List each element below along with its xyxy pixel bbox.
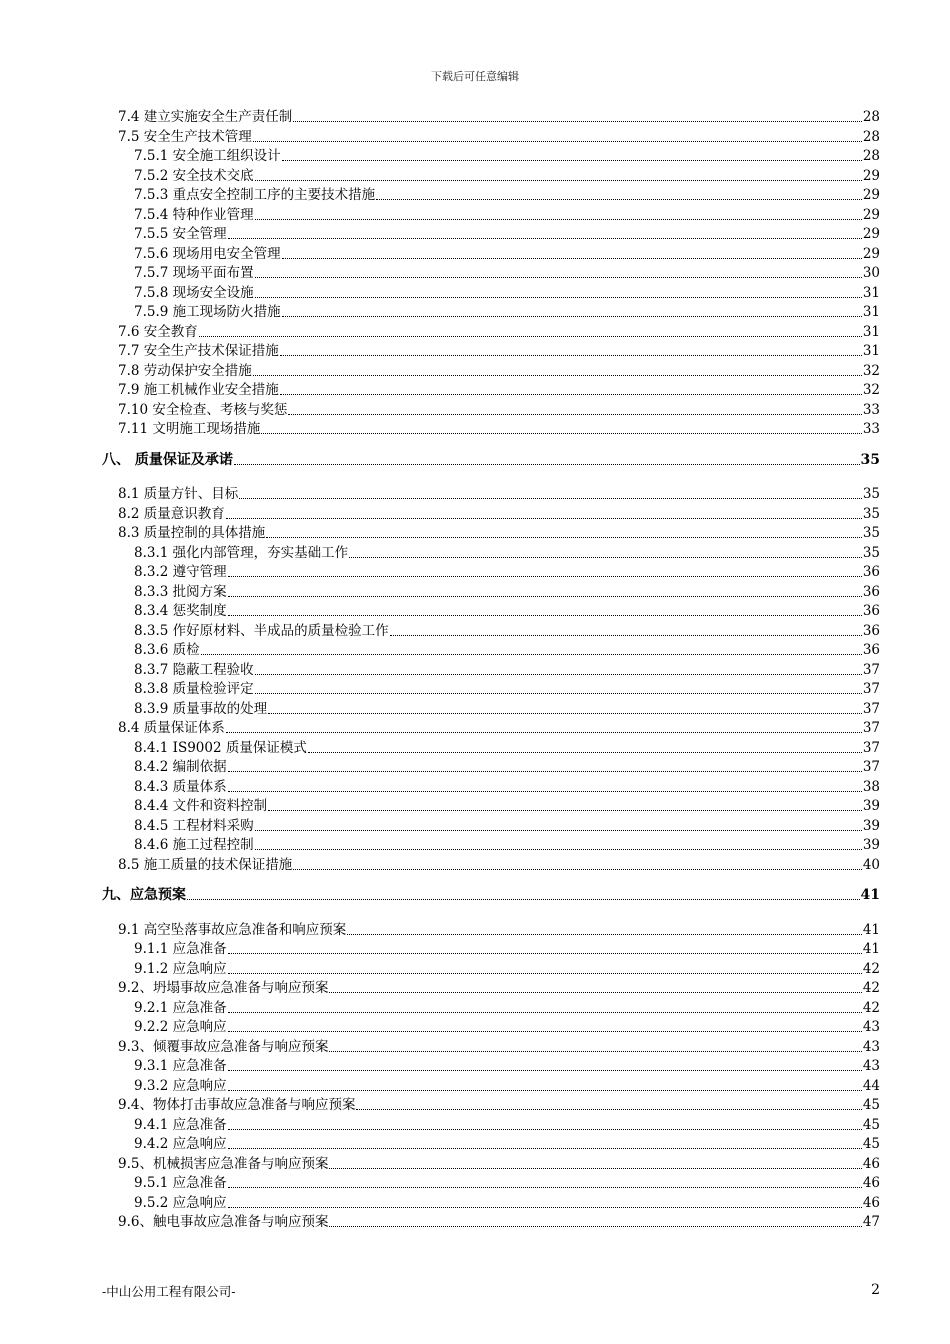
toc-entry-page: 37 — [862, 681, 880, 697]
toc-entry-page: 37 — [862, 700, 880, 717]
toc-entry[interactable] — [118, 1155, 880, 1174]
toc-entry-page: 45 — [862, 1136, 880, 1152]
toc-chapter-entry[interactable] — [102, 451, 880, 470]
toc-entry-page: 45 — [862, 1097, 880, 1113]
toc-entry-label: 9.1.2 应急响应 — [134, 960, 227, 977]
toc-entry-label: 7.5.4 特种作业管理 — [134, 206, 254, 223]
toc-entry[interactable] — [118, 1096, 880, 1115]
toc-leader-dots — [228, 1077, 862, 1091]
toc-entry-label: 9.6、触电事故应急准备与响应预案 — [118, 1214, 329, 1230]
toc-leader-dots — [255, 661, 862, 675]
toc-leader-dots — [293, 108, 862, 122]
toc-leader-dots — [253, 362, 862, 376]
toc-entry[interactable] — [134, 147, 880, 166]
toc-entry-label: 7.5.5 安全管理 — [134, 226, 227, 242]
toc-entry-label: 7.7 安全生产技术保证措施 — [118, 343, 279, 359]
toc-entry-page: 35 — [862, 544, 880, 561]
toc-leader-dots — [228, 999, 862, 1013]
toc-entry-label: 7.5.1 安全施工组织设计 — [134, 148, 281, 164]
toc-entry-page: 46 — [862, 1175, 880, 1191]
toc-entry[interactable] — [134, 758, 880, 777]
toc-entry[interactable] — [118, 401, 880, 420]
toc-leader-dots — [329, 979, 861, 993]
toc-leader-dots — [226, 719, 862, 733]
toc-leader-dots — [255, 680, 862, 694]
toc-entry[interactable] — [134, 960, 880, 979]
toc-entry-label: 9.2.1 应急准备 — [134, 999, 227, 1016]
toc-entry-page: 29 — [862, 226, 880, 242]
toc-entry-page: 33 — [862, 401, 880, 418]
toc-entry[interactable] — [134, 1174, 880, 1193]
toc-entry-page: 37 — [862, 759, 880, 775]
toc-entry-page: 36 — [862, 622, 880, 639]
toc-leader-dots — [228, 1194, 862, 1208]
toc-leader-dots — [228, 1135, 862, 1149]
toc-entry[interactable] — [118, 108, 880, 127]
toc-leader-dots — [255, 284, 862, 298]
toc-entry-label: 9.2.2 应急响应 — [134, 1019, 227, 1035]
toc-entry-label: 9.4.1 应急准备 — [134, 1116, 227, 1133]
toc-entry-page: 31 — [862, 343, 880, 359]
toc-entry-label: 7.5.3 重点安全控制工序的主要技术措施 — [134, 187, 376, 203]
toc-entry[interactable] — [118, 420, 880, 439]
toc-entry-label: 8.3.9 质量事故的处理 — [134, 700, 268, 717]
toc-leader-dots — [255, 264, 862, 278]
toc-entry-page: 38 — [862, 778, 880, 795]
toc-entry[interactable] — [134, 206, 880, 225]
toc-leader-dots — [329, 1038, 861, 1052]
toc-entry[interactable] — [118, 856, 880, 875]
toc-entry-label: 8.4.6 施工过程控制 — [134, 837, 254, 853]
footer-page-number: 2 — [871, 1282, 880, 1298]
toc-leader-dots — [228, 563, 862, 577]
toc-entry-label: 9.4.2 应急响应 — [134, 1136, 227, 1152]
toc-entry-label: 7.8 劳动保护安全措施 — [118, 362, 252, 379]
toc-entry-page: 45 — [862, 1116, 880, 1133]
toc-entry-page: 37 — [862, 720, 880, 736]
toc-leader-dots — [261, 420, 861, 434]
toc-leader-dots — [280, 381, 862, 395]
toc-entry-label: 9.1.1 应急准备 — [134, 941, 227, 957]
toc-entry-label: 8.4 质量保证体系 — [118, 720, 225, 736]
toc-entry[interactable] — [134, 940, 880, 959]
toc-leader-dots — [268, 700, 862, 714]
toc-entry-page: 42 — [862, 960, 880, 977]
toc-leader-dots — [199, 323, 862, 337]
toc-entry-label: 8.1 质量方针、目标 — [118, 486, 239, 502]
toc-entry-page: 35 — [862, 486, 880, 502]
toc-entry-label: 9.5、机械损害应急准备与响应预案 — [118, 1155, 329, 1172]
toc-entry-page: 42 — [862, 999, 880, 1016]
toc-entry-page: 36 — [862, 564, 880, 580]
toc-entry-page: 37 — [862, 739, 880, 756]
toc-entry-label: 7.10 安全检查、考核与奖惩 — [118, 401, 288, 418]
toc-leader-dots — [308, 739, 862, 753]
toc-entry-label: 八、 质量保证及承诺 — [102, 451, 233, 468]
toc-entry[interactable] — [134, 1116, 880, 1135]
toc-leader-dots — [282, 147, 862, 161]
toc-entry[interactable] — [134, 303, 880, 322]
toc-entry-label: 8.4.5 工程材料采购 — [134, 817, 254, 834]
toc-entry[interactable] — [134, 544, 880, 563]
toc-entry[interactable] — [118, 362, 880, 381]
toc-entry[interactable] — [134, 680, 880, 699]
toc-leader-dots — [376, 186, 862, 200]
toc-entry-page: 40 — [862, 856, 880, 873]
toc-entry-label: 九、应急预案 — [102, 887, 186, 903]
toc-entry[interactable] — [134, 1077, 880, 1096]
toc-entry-page: 31 — [862, 304, 880, 320]
toc-entry-page: 31 — [862, 323, 880, 340]
toc-entry-page: 28 — [862, 109, 880, 125]
toc-entry-page: 43 — [862, 1019, 880, 1035]
toc-entry-label: 7.5.7 现场平面布置 — [134, 265, 254, 281]
toc-entry-page: 32 — [862, 382, 880, 398]
toc-entry[interactable] — [134, 661, 880, 680]
toc-leader-dots — [255, 206, 862, 220]
toc-entry[interactable] — [134, 836, 880, 855]
toc-leader-dots — [293, 856, 862, 870]
toc-entry-page: 30 — [862, 265, 880, 281]
toc-entry-page: 36 — [862, 642, 880, 658]
toc-entry-label: 9.5.1 应急准备 — [134, 1175, 227, 1191]
toc-entry-page: 29 — [862, 187, 880, 203]
toc-entry-page: 35 — [862, 525, 880, 541]
toc-entry[interactable] — [134, 739, 880, 758]
toc-entry-label: 8.4.2 编制依据 — [134, 759, 227, 775]
toc-entry-label: 8.4.4 文件和资料控制 — [134, 798, 268, 814]
toc-entry[interactable] — [118, 381, 880, 400]
toc-leader-dots — [228, 1174, 862, 1188]
toc-entry-label: 9.4、物体打击事故应急准备与响应预案 — [118, 1097, 356, 1113]
toc-entry-page: 29 — [862, 206, 880, 223]
toc-entry[interactable] — [134, 778, 880, 797]
toc-leader-dots — [201, 641, 862, 655]
toc-entry[interactable] — [118, 485, 880, 504]
toc-entry[interactable] — [134, 167, 880, 186]
toc-entry-page: 28 — [862, 128, 880, 145]
toc-entry-label: 7.6 安全教育 — [118, 323, 198, 340]
toc-entry-label: 9.3.2 应急响应 — [134, 1077, 227, 1094]
toc-entry[interactable] — [134, 245, 880, 264]
toc-leader-dots — [282, 245, 862, 259]
toc-leader-dots — [228, 1057, 862, 1071]
toc-leader-dots — [228, 778, 862, 792]
toc-leader-dots — [239, 485, 862, 499]
toc-entry-label: 8.3.1 强化内部管理，夯实基础工作 — [134, 544, 349, 561]
toc-entry-label: 9.3、倾覆事故应急准备与响应预案 — [118, 1038, 329, 1055]
toc-entry[interactable] — [118, 979, 880, 998]
toc-leader-dots — [228, 940, 862, 954]
toc-leader-dots — [255, 817, 862, 831]
toc-leader-dots — [268, 797, 862, 811]
toc-leader-dots — [228, 1018, 862, 1032]
toc-entry-page: 44 — [862, 1077, 880, 1094]
toc-leader-dots — [390, 622, 862, 636]
toc-leader-dots — [349, 544, 862, 558]
toc-entry-page: 41 — [862, 921, 880, 938]
toc-entry[interactable] — [134, 999, 880, 1018]
toc-entry[interactable] — [134, 602, 880, 621]
toc-entry-page: 46 — [862, 1155, 880, 1172]
toc-entry[interactable] — [134, 700, 880, 719]
toc-entry-label: 8.4.1 IS9002 质量保证模式 — [134, 739, 307, 756]
toc-entry-label: 9.5.2 应急响应 — [134, 1194, 227, 1211]
toc-entry[interactable] — [134, 817, 880, 836]
toc-leader-dots — [255, 836, 862, 850]
toc-entry-label: 9.2、坍塌事故应急准备与响应预案 — [118, 980, 329, 996]
toc-entry-label: 8.3.7 隐蔽工程验收 — [134, 661, 254, 678]
toc-leader-dots — [329, 1155, 861, 1169]
toc-entry[interactable] — [118, 323, 880, 342]
toc-entry[interactable] — [134, 1135, 880, 1154]
toc-entry-page: 32 — [862, 362, 880, 379]
toc-entry[interactable] — [134, 225, 880, 244]
toc-entry-label: 9.3.1 应急准备 — [134, 1058, 227, 1074]
toc-entry-label: 8.3.5 作好原材料、半成品的质量检验工作 — [134, 622, 389, 639]
toc-leader-dots — [253, 128, 862, 142]
toc-leader-dots — [329, 1213, 861, 1227]
page-header: 下载后可任意编辑 — [431, 70, 519, 83]
toc-entry-page: 39 — [862, 837, 880, 853]
toc-entry[interactable] — [118, 1038, 880, 1057]
toc-entry-page: 35 — [862, 505, 880, 522]
toc-entry-label: 8.3.2 遵守管理 — [134, 564, 227, 580]
toc-leader-dots — [282, 303, 862, 317]
toc-entry[interactable] — [118, 128, 880, 147]
toc-entry-page: 42 — [862, 980, 880, 996]
toc-leader-dots — [280, 342, 862, 356]
toc-entry-page: 39 — [862, 817, 880, 834]
toc-leader-dots — [228, 1116, 862, 1130]
toc-entry-label: 7.5.8 现场安全设施 — [134, 284, 254, 301]
toc-entry-page: 46 — [862, 1194, 880, 1211]
toc-entry[interactable] — [134, 1057, 880, 1076]
toc-entry[interactable] — [134, 284, 880, 303]
toc-entry-label: 7.5.9 施工现场防火措施 — [134, 304, 281, 320]
toc-entry-label: 7.5 安全生产技术管理 — [118, 128, 252, 145]
toc-chapter-entry[interactable] — [102, 886, 880, 905]
toc-leader-dots — [356, 1096, 861, 1110]
toc-entry-page: 36 — [862, 603, 880, 619]
toc-leader-dots — [255, 167, 862, 181]
toc-entry-page: 43 — [862, 1038, 880, 1055]
toc-entry[interactable] — [134, 563, 880, 582]
toc-entry[interactable] — [118, 342, 880, 361]
toc-entry[interactable] — [134, 641, 880, 660]
toc-entry[interactable] — [118, 719, 880, 738]
toc-entry[interactable] — [134, 1194, 880, 1213]
toc-entry-page: 29 — [862, 167, 880, 184]
toc-entry-page: 33 — [862, 421, 880, 437]
toc-entry[interactable] — [118, 1213, 880, 1232]
toc-entry-label: 8.3 质量控制的具体措施 — [118, 525, 266, 541]
toc-entry[interactable] — [134, 1018, 880, 1037]
toc-entry-page: 43 — [862, 1058, 880, 1074]
toc-entry-label: 8.3.3 批阅方案 — [134, 583, 227, 600]
toc-entry-label: 8.4.3 质量体系 — [134, 778, 227, 795]
toc-entry-page: 28 — [862, 148, 880, 164]
toc-leader-dots — [226, 505, 862, 519]
toc-leader-dots — [187, 886, 860, 900]
toc-entry[interactable] — [134, 622, 880, 641]
toc-entry-label: 8.2 质量意识教育 — [118, 505, 225, 522]
toc-entry-label: 7.9 施工机械作业安全措施 — [118, 382, 279, 398]
toc-entry-label: 7.11 文明施工现场措施 — [118, 421, 261, 437]
toc-leader-dots — [288, 401, 861, 415]
toc-entry-label: 7.4 建立实施安全生产责任制 — [118, 109, 293, 125]
toc-entry-page: 36 — [862, 583, 880, 600]
toc-leader-dots — [228, 758, 862, 772]
toc-entry[interactable] — [118, 505, 880, 524]
toc-entry[interactable] — [134, 186, 880, 205]
toc-entry-label: 8.3.6 质检 — [134, 642, 200, 658]
toc-leader-dots — [266, 524, 862, 538]
toc-entry-page: 35 — [860, 451, 880, 468]
toc-leader-dots — [234, 451, 860, 465]
toc-entry[interactable] — [134, 264, 880, 283]
toc-entry-label: 8.3.8 质量检验评定 — [134, 681, 254, 697]
toc-entry-label: 9.1 高空坠落事故应急准备和响应预案 — [118, 921, 347, 938]
toc-leader-dots — [228, 225, 862, 239]
toc-entry-page: 39 — [862, 798, 880, 814]
toc-leader-dots — [347, 921, 862, 935]
toc-entry-page: 41 — [860, 887, 880, 903]
footer-company: -中山公用工程有限公司- — [102, 1284, 236, 1299]
toc-entry-label: 8.3.4 惩奖制度 — [134, 603, 227, 619]
toc-entry[interactable] — [118, 524, 880, 543]
toc-entry-label: 7.5.6 现场用电安全管理 — [134, 245, 281, 262]
toc-entry[interactable] — [134, 797, 880, 816]
toc-leader-dots — [228, 583, 862, 597]
toc-entry[interactable] — [134, 583, 880, 602]
toc-entry-label: 7.5.2 安全技术交底 — [134, 167, 254, 184]
toc-entry-label: 8.5 施工质量的技术保证措施 — [118, 856, 293, 873]
toc-entry-page: 47 — [862, 1214, 880, 1230]
toc-entry-page: 29 — [862, 245, 880, 262]
toc-entry-page: 41 — [862, 941, 880, 957]
toc-leader-dots — [228, 960, 862, 974]
toc-leader-dots — [228, 602, 862, 616]
toc-entry-page: 31 — [862, 284, 880, 301]
toc-entry[interactable] — [118, 921, 880, 940]
toc-entry-page: 37 — [862, 661, 880, 678]
